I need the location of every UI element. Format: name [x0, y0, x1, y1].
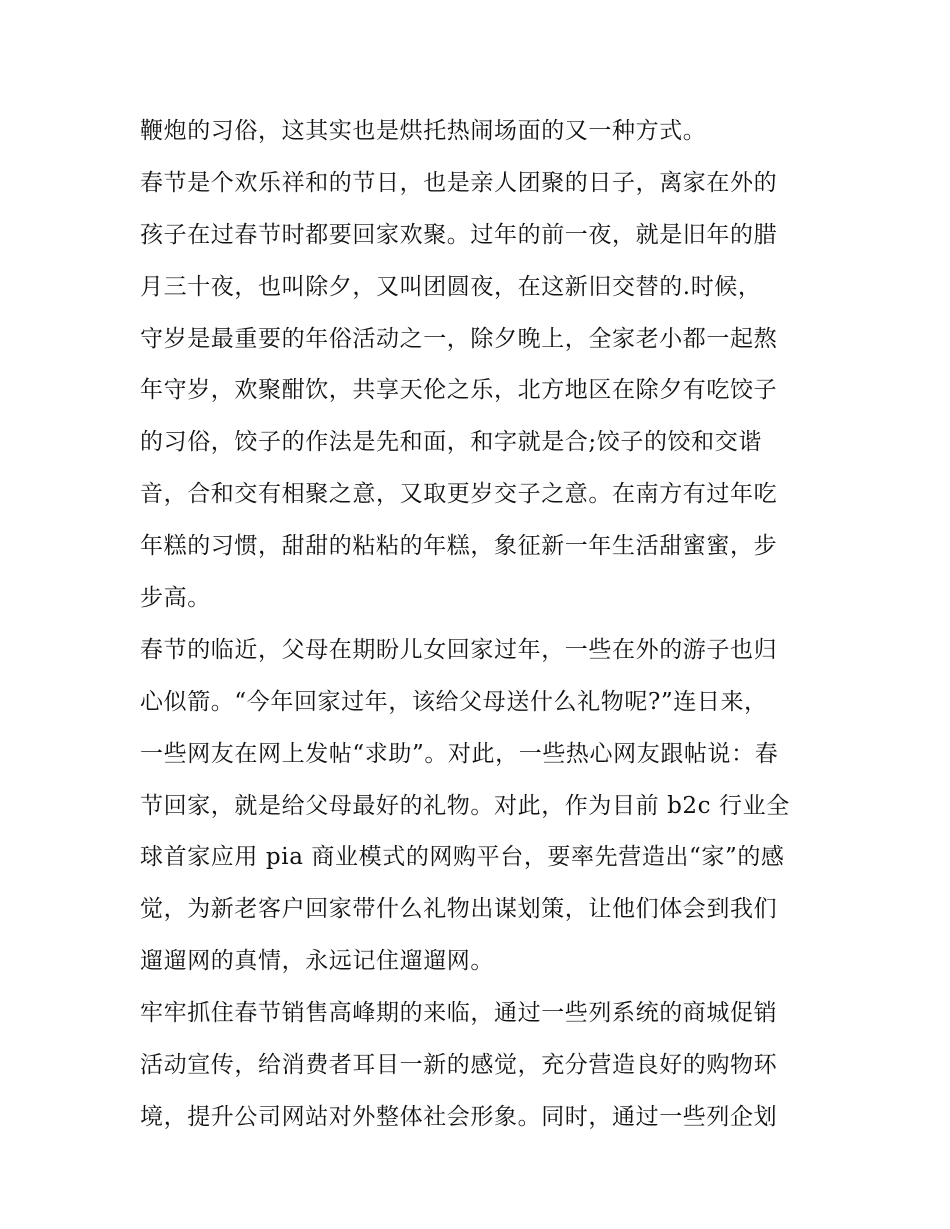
- text-line: 球首家应用 pia 商业模式的网购平台，要率先营造出“家”的感: [140, 844, 785, 871]
- text-line: 境，提升公司网站对外整体社会形象。同时，通过一些列企划: [140, 1103, 778, 1130]
- text-line: 年糕的习惯，甜甜的粘粘的年糕，象征新一年生活甜蜜蜜，步: [140, 533, 778, 560]
- text-line: 春节是个欢乐祥和的节日，也是亲人团聚的日子，离家在外的: [140, 169, 778, 196]
- text-line: 音，合和交有相聚之意，又取更岁交子之意。在南方有过年吃: [140, 481, 778, 508]
- text-line: 月三十夜，也叫除夕，又叫团圆夜，在这新旧交替的.时候，: [140, 273, 762, 300]
- text-line: 步高。: [140, 585, 211, 612]
- text-line: 觉，为新老客户回家带什么礼物出谋划策，让他们体会到我们: [140, 896, 778, 923]
- text-line: 心似箭。“今年回家过年，该给父母送什么礼物呢?”连日来，: [140, 688, 768, 715]
- text-line: 的习俗，饺子的作法是先和面，和字就是合;饺子的饺和交谐: [140, 429, 762, 456]
- body-text: [140, 106, 840, 1144]
- text-line: 孩子在过春节时都要回家欢聚。过年的前一夜，就是旧年的腊: [140, 221, 778, 248]
- text-line: 一些网友在网上发帖“求助”。对此，一些热心网友跟帖说：春: [140, 740, 779, 767]
- text-line: 遛遛网的真情，永远记住遛遛网。: [140, 948, 494, 975]
- text-line: 牢牢抓住春节销售高峰期的来临，通过一些列系统的商城促销: [140, 1000, 778, 1027]
- text-line: 春节的临近，父母在期盼儿女回家过年，一些在外的游子也归: [140, 636, 778, 663]
- text-line: 鞭炮的习俗，这其实也是烘托热闹场面的又一种方式。: [140, 118, 707, 144]
- text-line: 活动宣传，给消费者耳目一新的感觉，充分营造良好的购物环: [140, 1052, 778, 1079]
- text-line: 节回家，就是给父母最好的礼物。对此，作为目前 b2c 行业全: [140, 792, 790, 819]
- text-line: 年守岁，欢聚酣饮，共享天伦之乐，北方地区在除夕有吃饺子: [140, 377, 778, 404]
- text-line: 守岁是最重要的年俗活动之一，除夕晚上，全家老小都一起熬: [140, 325, 778, 352]
